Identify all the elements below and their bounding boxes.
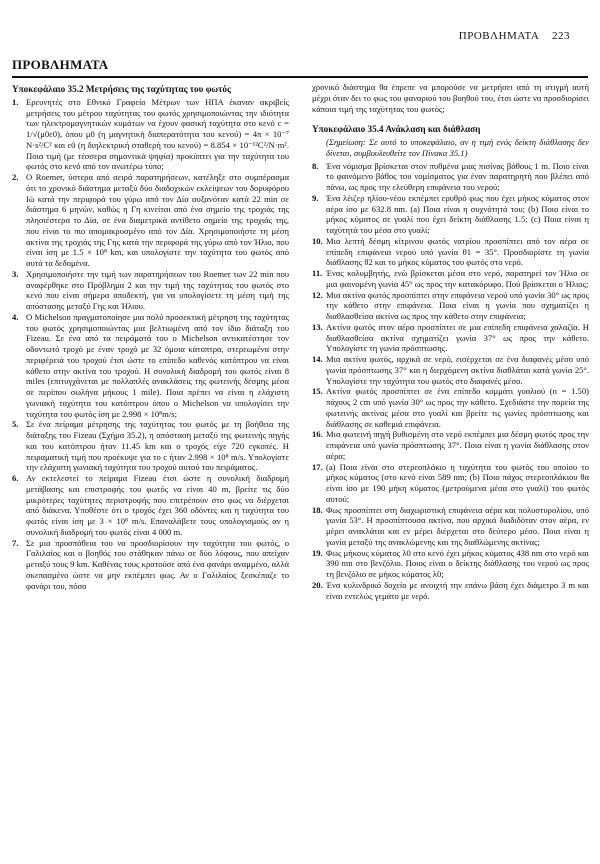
left-subheading: Υποκεφάλαιο 35.2 Μετρήσεις της ταχύτητας του φωτός bbox=[12, 84, 231, 94]
problem-text: Σε μια προσπάθεια του να προσδιορίσουν την ταχύτητα του φωτός, ο Γαλιλαίος και ο βοηθός του στάθηκαν πάνω σε δύο λόφους, που απείχαν μεταξύ τους 9 km. Καθένας τους κρατούσε από ένα φανάρι αναμμένο, αλλά σκεπασμένο ώστε να μην εκπέμπει φως. Αν ο Γαλιλαίος ξεσκέπαζε το φανάρι του, πόσο bbox=[26, 537, 289, 591]
problem-number: 19. bbox=[312, 547, 323, 558]
problem-text: Μια ακτίνα φωτός προσπίπτει στην επιφάνεια νερού υπό γωνία 30° ως προς την κάθετο στην επιφάνεια. Ποια είναι η γωνία που σχηματίζει η διαθλασθείσα ακτίνα ως προς την κάθετο στην επιφάνεια; bbox=[326, 289, 589, 321]
problem-text: O Michelson πραγματοποίησε μια πολύ προσεκτική μέτρηση της ταχύτητας του φωτός χρησιμοποιώντας μια βελτιωμένη από τον ίδιο διάταξη του Fizeau. Σε ένα από τα πειράματά του ο Michelson αντικατέστησε τον οδοντωτό τροχό με έναν τροχό με 32 όμοια κάτοπτρα, στερεωμένα στην περιφέρειά του τροχού έτσι ώστε το επίπεδο καθενός κατόπτρου να είναι κάθετο στην ακτίνα του τροχού. Η συνολική διαδρομή του φωτός είναι 8 miles (επιτυγχάνεται με πολλαπλές ανακλάσεις της φωτεινής δέσμης μέσα σε περίπου σωλήνα μήκους 1 mile). Ποια πρέπει να είναι η ελάχιστη γωνιακή ταχύτητα του κατόπτρου όπου ο Michelson να υπολογίσει την ταχύτητα του φωτός ίση με 2.998 × 10⁸m/s; bbox=[26, 311, 289, 419]
problem-text: Χρησιμοποιήστε την τιμή των παρατηρήσεων του Roemer των 22 min που αναφέρθηκε στο Πρόβλημα 2 και την τιμή της ταχύτητας του φωτός στο κενό που είναι σήμερα αποδεκτή, για να υπολογίσετε τη μέση τιμή της απόστασης μεταξύ Γης και Ήλιου. bbox=[26, 268, 289, 311]
right-problem-list bbox=[312, 161, 589, 602]
problem-item bbox=[312, 386, 589, 429]
problem-text: Αν εκτελεστεί το πείραμα Fizeau έτσι ώστε η συνολική διαδρομή μετάβασης και επιστροφής του φωτός να είναι 40 m, βρείτε τις δύο μικρότερες ταχύτητες περιστροφής που επιτρέπουν στο φως να διέρχεται από διάκενα. Υποθέστε ότι ο τροχός έχει 360 οδόντες και η ταχύτητα του φωτός είναι ίση με 3 × 10⁸ m/s. Επαναλάβετε τους υπολογισμούς αν η συνολική διαδρομή του φωτός είναι 4 000 m. bbox=[26, 473, 289, 537]
problem-number: 6. bbox=[12, 473, 19, 483]
problem-number: 2. bbox=[12, 172, 19, 182]
problem-text: O Roemer, ύστερα από σειρά παρατηρήσεων, κατέληξε στο συμπέρασμα ότι το χρονικό διάστημα μεταξύ δύο διαδοχικών εκλείψεων του δορυφόρου Ιώ κατά την περιφορά του γύρω από τον Δία αυξανόταν κατά 22 min σε διάστημα 6 μηνών, καθώς η Γη κινείται από ένα σημείο της τροχιάς της πλησιέστερα το Δία, σε ένα διαμετρικά αντίθετο σημείο της τροχιάς της, που είναι το πιο απομακρυσμένο από τον Δία. Χρησιμοποιήστε τη μέση ακτίνα της τροχιάς της Γης κατά την περιφορά της γύρω από τον Ήλιο, που είναι ίση με 1.5 × 10⁸ km, και υπολογίστε την ταχύτητα του φωτός από αυτά τα δεδομένα. bbox=[26, 172, 289, 268]
problem-number: 17. bbox=[312, 461, 323, 472]
problem-text: Ερευνητές στο Εθνικό Γραφείο Μέτρων των ΗΠΑ έκαναν ακριβείς μετρήσεις του μέτρου ταχύτητας του φωτός χρησιμοποιώντας την ιδιότητα των ηλεκτρομαγνητικών κυμάτων να έχουν φασική ταχύτητα στο κενό c = 1/√(μ0ε0), όπου μ0 (η μαγνητική διαπερατότητα του κενού) = 4π × 10⁻⁷ N·s²/C² και ε0 (η διηλεκτρική σταθερή του κενού) = 8.854 × 10⁻¹²C²/N·m². Ποια τιμή (με τέσσερα σημαντικά ψηφία) προκύπτει για την ταχύτητα του φωτός στο κενό από τον ανωτέρω τύπο; bbox=[26, 96, 289, 172]
problem-item bbox=[312, 354, 589, 386]
problem-text: Μια λεπτή δέσμη κίτρινου φωτός νατρίου προσπίπτει από τον αέρα σε επίπεδη επιφάνεια νερού υπό γωνία θ1 = 35°. Προσδιορίστε τη γωνία διάθλασης θ2 και το μήκος κύματος του φωτός στο νερό. bbox=[326, 235, 589, 268]
problem-number: 3. bbox=[12, 268, 19, 279]
problem-item bbox=[12, 172, 289, 269]
problem-item bbox=[312, 429, 589, 461]
right-subheading: Υποκεφάλαιο 35.4 Ανάκλαση και διάθλαση bbox=[312, 124, 481, 135]
problem-number: 4. bbox=[12, 311, 19, 322]
problem-text: Μια φωτεινή πηγή βυθισμένη στο νερό εκπέμπει μια δέσμη φωτός προς την επιφάνεια υπό γωνία πρόσπτωσης 37°. Ποια είναι η γωνία διάθλασης στον αέρα; bbox=[326, 429, 589, 461]
problem-number: 14. bbox=[312, 354, 323, 364]
problem-text: Ένα νόμισμα βρίσκεται στον πυθμένα μιας πισίνας βάθους 1 m. Ποιο είναι το φαινόμενο βάθος του νομίσματος για έναν παρατηρητή που βλέπει από πάνω, ως προς την ελεύθερη επιφάνεια του νερού; bbox=[326, 160, 589, 192]
problem-number: 13. bbox=[312, 321, 323, 332]
problem-number: 18. bbox=[312, 504, 323, 515]
problem-text: Φως προσπίπτει στη διαχωριστική επιφάνεια αέρα και πολυστυρολίου, υπό γωνία 53°. Η προσπίπτουσα ακτίνα, που αρχικά διαδιδόταν στον αέρα, εν μέρει ανακλάται και εν μέρει διέρχεται στο δεύτερο μέσο. Ποια είναι η γωνία μεταξύ της ανακλώμενης και της διαθλώμενης ακτίνας; bbox=[326, 504, 589, 547]
problem-item bbox=[312, 548, 589, 580]
problem-number: 1. bbox=[12, 96, 19, 107]
problem-text: (a) Ποια είναι στο στερεοπλάκιο η ταχύτητα του φωτός του οποίου το μήκος κύματος (στο κενό είναι 589 nm; (b) Ποιο πάχος στερεοπλάκιου θα είναι ίσο με 190 μήκη κύματος (μετρούμενα μέσα στο γυαλί) του φωτός αυτού; bbox=[326, 461, 589, 504]
problem-text: Ένα κυλινδρικό δοχείο με ανοιχτή την επάνω βάση έχει διάμετρο 3 m και είναι εντελώς γεμάτο με νερό. bbox=[326, 579, 589, 601]
problem-item bbox=[312, 290, 589, 322]
problem-text: Μια ακτίνα φωτός, αρχικά σε νερό, εισέρχεται σε ένα διαφανές μέσο υπό γωνία πρόσπτωσης 37° και η διερχόμενη ακτίνα διαθλάται κατά γωνία 25°. Υπολογίστε την ταχύτητα του φωτός στο διαφανές μέσο. bbox=[326, 354, 589, 386]
problem-item bbox=[312, 462, 589, 505]
problem-number: 12. bbox=[312, 289, 323, 300]
problem-item bbox=[312, 193, 589, 236]
problem-item bbox=[312, 161, 589, 193]
problem-number: 7. bbox=[12, 537, 19, 548]
problem-text: Ένα λέιζερ ηλίου-νέου εκπέμπει ερυθρό φως που έχει μήκος κύματος στον αέρα ίσο με 632.8 nm. (a) Ποια είναι η συχνότητά του; (b) Ποιο είναι το μήκος κύματος σε γυαλί που έχει δείκτη διάθλασης 1.5; (c) Ποια είναι η ταχύτητά του μέσα στο γυαλί; bbox=[326, 192, 589, 235]
problem-item bbox=[12, 269, 289, 312]
problem-item bbox=[12, 473, 289, 538]
problem-number: 20. bbox=[312, 579, 323, 590]
problem-item bbox=[312, 268, 589, 290]
problem-number: 10. bbox=[312, 235, 323, 246]
page-number: 223 bbox=[552, 30, 570, 42]
problem-item bbox=[312, 505, 589, 548]
problem-text: Ένας κολυμβητής, ενώ βρίσκεται μέσα στο νερό, παρατηρεί τον Ήλιο σε μια φαινομένη γωνία 45° ως προς την κατακόρυφο. Πού βρίσκεται ο Ήλιος; bbox=[326, 268, 589, 289]
problem-text: Ακτίνα φωτός στον αέρα προσπίπτει σε μια επίπεδη επιφάνεια χαλαζία. Η διαθλασθείσα ακτίνα σχηματίζει γωνία 37° ως προς την κάθετο. Υπολογίστε τη γωνία πρόσπτωσης. bbox=[326, 321, 589, 354]
problem-number: 16. bbox=[312, 429, 323, 440]
section-title: ΠΡΟΒΛΗΜΑΤΑ bbox=[12, 57, 109, 72]
section-note: (Σημείωση: Σε αυτό το υποκεφάλαιο, αν η τιμή ενός δείκτη διάθλασης δεν δίνεται, συμβουλευθείτε τον Πίνακα 35.1) bbox=[326, 137, 589, 158]
left-column bbox=[12, 82, 289, 591]
problem-number: 5. bbox=[12, 419, 19, 430]
problem-text: Ακτίνα φωτός προσπίπτει σε ένα επίπεδο κομμάτι γυαλιού (n = 1.50) πάχους 2 cm υπό γωνία 30° ως προς την κάθετο. Σχεδιάστε την πορεία της φωτεινής ακτίνας μέσα στο γυαλί και βρείτε τις γωνίες πρόσπτωσης και διάθλασης σε καθεμιά επιφάνεια. bbox=[326, 386, 589, 429]
problem-item bbox=[312, 322, 589, 354]
left-problem-list bbox=[12, 97, 289, 592]
problem-item bbox=[12, 419, 289, 473]
problem-number: 8. bbox=[312, 160, 319, 171]
problem-item bbox=[312, 580, 589, 602]
right-column bbox=[312, 82, 589, 601]
title-rule bbox=[12, 76, 588, 78]
problem-item bbox=[12, 312, 289, 420]
problem-number: 11. bbox=[312, 268, 323, 278]
continued-text: χρονικό διάστημα θα έπρεπε να μπορούσε να μετρήσει από τη στιγμή αυτή μέχρι όταν δει το φως του φαναριού του βοηθού του, έτσι ώστε να προσδιορίσει κάποια τιμή της ταχύτητας του φωτός; bbox=[312, 82, 589, 114]
problem-item bbox=[12, 97, 289, 172]
problem-text: Σε ένα πείραμα μέτρησης της ταχύτητας του φωτός με τη βοήθεια της διάταξης του Fizeau (Σχήμα 35.2), η απόσταση μεταξύ της φωτεινής πηγής και του κατόπτρου ήταν 11.45 km και ο τροχός είχε 720 εγκοπές. Η πειραματική τιμή που προέκυψε για το c ήταν 2.998 × 10⁸ m/s. Υπολογίστε την ελάχιστη γωνιακή ταχύτητα του τροχού αυτού του πειράματος. bbox=[26, 419, 289, 473]
problem-number: 9. bbox=[312, 192, 319, 203]
running-head-title: ΠΡΟΒΛΗΜΑΤΑ bbox=[458, 30, 539, 42]
problem-number: 15. bbox=[312, 386, 323, 397]
problem-text: Φως μήκους κύματος λ0 στο κενό έχει μήκος κύματος 438 nm στο νερό και 390 nm στο βενζόλιο. Ποιος είναι ο δείκτης διάθλασης του νερού ως προς τη βενζόλιο σε μήκος κύματος λ0; bbox=[326, 547, 589, 579]
problem-item bbox=[312, 236, 589, 268]
running-head bbox=[459, 30, 570, 42]
problem-item bbox=[12, 538, 289, 592]
